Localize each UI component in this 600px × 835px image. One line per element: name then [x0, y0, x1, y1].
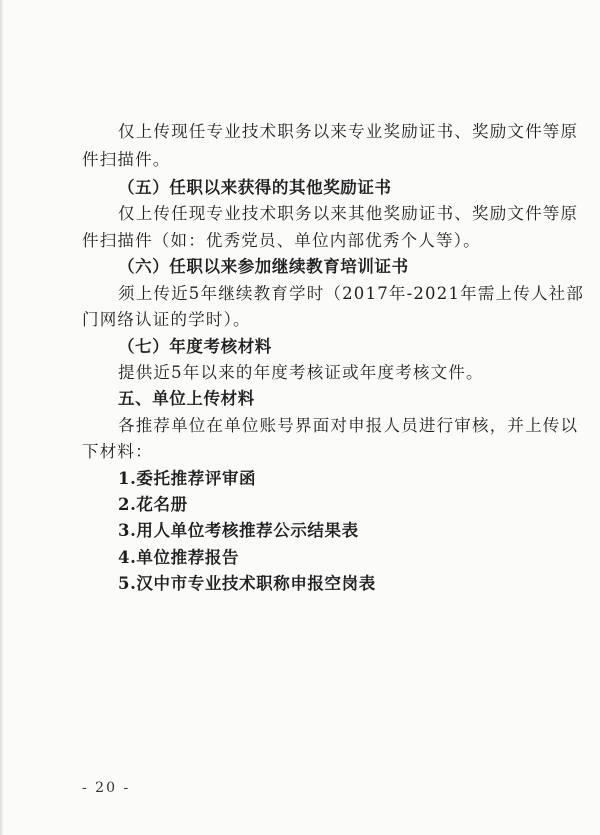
- list-item: 5.汉中市专业技术职称申报空岗表: [118, 574, 376, 593]
- list-item: 1.委托推荐评审函: [118, 469, 257, 488]
- chapter-heading: 五、单位上传材料: [118, 389, 255, 408]
- paragraph-line: 门网络认证的学时）。: [82, 310, 251, 329]
- page-number: - 20 -: [82, 780, 131, 796]
- paragraph-line: 仅上传任现专业技术职务以来其他奖励证书、奖励文件等原: [118, 204, 579, 223]
- paragraph-line: 下材料：: [82, 442, 153, 461]
- paragraph-line: 须上传近5年继续教育学时（2017年-2021年需上传人社部: [118, 284, 585, 303]
- section-heading-5: （五）任职以来获得的其他奖励证书: [118, 178, 392, 197]
- list-item: 4.单位推荐报告: [118, 548, 240, 567]
- list-item: 3.用人单位考核推荐公示结果表: [118, 521, 359, 540]
- list-item: 2.花名册: [118, 495, 188, 514]
- paragraph-line: 件扫描件。: [82, 150, 171, 169]
- paragraph-line: 提供近5年以来的年度考核证或年度考核文件。: [118, 363, 484, 382]
- paragraph-line: 各推荐单位在单位账号界面对申报人员进行审核，并上传以: [118, 416, 579, 435]
- paragraph-line: 件扫描件（如：优秀党员、单位内部优秀个人等）。: [82, 231, 481, 250]
- paragraph-line: 仅上传现任专业技术职务以来专业奖励证书、奖励文件等原: [118, 122, 579, 141]
- section-heading-6: （六）任职以来参加继续教育培训证书: [118, 257, 409, 276]
- section-heading-7: （七）年度考核材料: [118, 337, 272, 356]
